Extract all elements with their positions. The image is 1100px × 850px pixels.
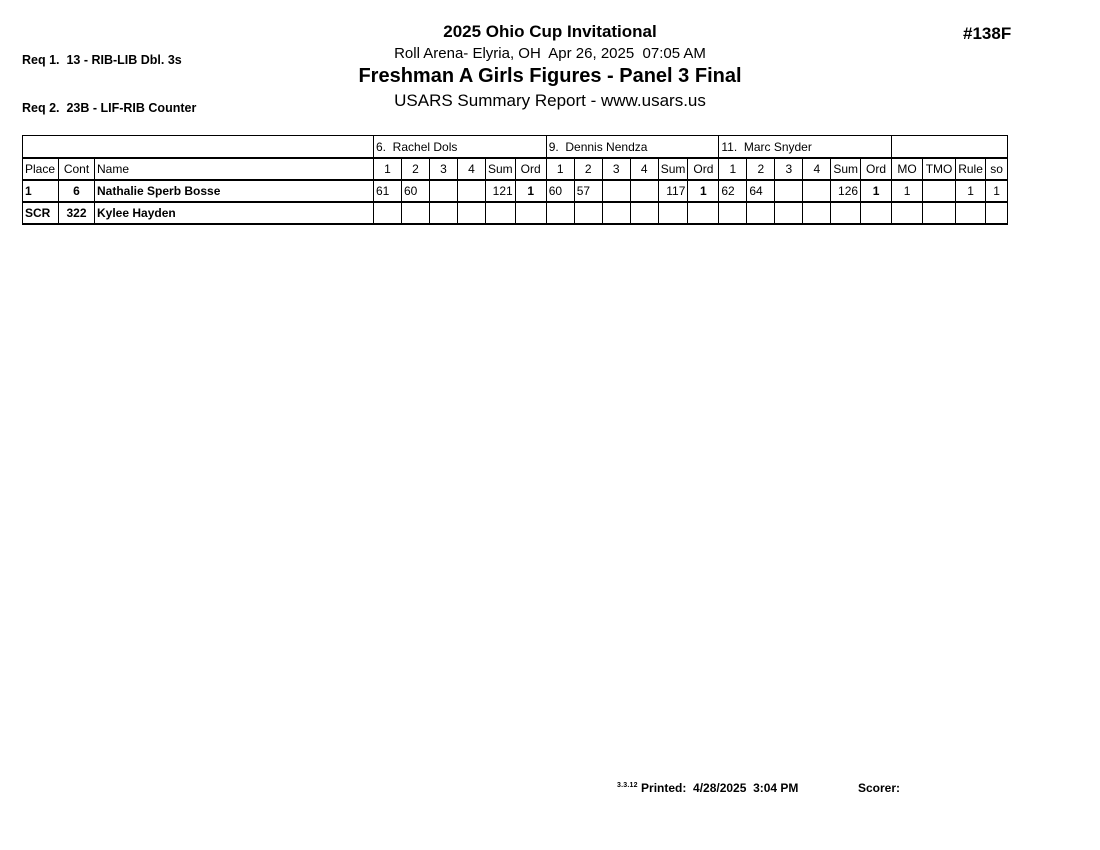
col-header-so: so xyxy=(986,158,1008,180)
score-cell xyxy=(775,180,803,202)
score-cell xyxy=(458,202,486,224)
score-cell: 57 xyxy=(574,180,602,202)
col-header-score: 3 xyxy=(775,158,803,180)
score-cell xyxy=(630,202,658,224)
score-cell xyxy=(430,202,458,224)
sum-cell xyxy=(658,202,688,224)
name-cell: Kylee Hayden xyxy=(95,202,374,224)
title-block xyxy=(0,22,1100,111)
col-header-tmo: TMO xyxy=(923,158,956,180)
event-title: Freshman A Girls Figures - Panel 3 Final xyxy=(358,65,742,87)
ord-cell xyxy=(861,202,892,224)
col-header-mo: MO xyxy=(892,158,923,180)
rule-cell xyxy=(956,202,986,224)
score-cell: 61 xyxy=(374,180,402,202)
sum-cell xyxy=(486,202,516,224)
judge-header-row xyxy=(23,136,1008,159)
col-header-ord: Ord xyxy=(861,158,892,180)
ord-cell: 1 xyxy=(688,180,719,202)
col-header-ord: Ord xyxy=(688,158,719,180)
score-cell xyxy=(374,202,402,224)
col-header-sum: Sum xyxy=(831,158,861,180)
col-header-score: 4 xyxy=(458,158,486,180)
score-cell xyxy=(747,202,775,224)
place-cell: SCR xyxy=(23,202,59,224)
col-header-score: 3 xyxy=(602,158,630,180)
col-header-rule: Rule xyxy=(956,158,986,180)
sum-cell: 126 xyxy=(831,180,861,202)
col-header-score: 2 xyxy=(574,158,602,180)
printed-line xyxy=(617,781,798,795)
col-header-score: 1 xyxy=(546,158,574,180)
so-cell: 1 xyxy=(986,180,1008,202)
score-cell xyxy=(602,180,630,202)
col-header-cont: Cont xyxy=(59,158,95,180)
col-header-place: Place xyxy=(23,158,59,180)
col-header-sum: Sum xyxy=(658,158,688,180)
cont-cell: 322 xyxy=(59,202,95,224)
rule-cell: 1 xyxy=(956,180,986,202)
col-header-score: 2 xyxy=(402,158,430,180)
col-header-score: 3 xyxy=(430,158,458,180)
score-cell xyxy=(803,202,831,224)
table-row xyxy=(23,180,1008,202)
mo-cell: 1 xyxy=(892,180,923,202)
tmo-cell xyxy=(923,180,956,202)
score-cell xyxy=(602,202,630,224)
score-cell: 62 xyxy=(719,180,747,202)
column-header-row xyxy=(23,158,1008,180)
score-cell xyxy=(630,180,658,202)
col-header-score: 2 xyxy=(747,158,775,180)
cont-cell: 6 xyxy=(59,180,95,202)
ord-cell: 1 xyxy=(861,180,892,202)
score-cell xyxy=(719,202,747,224)
empty-corner-left xyxy=(23,136,374,159)
requirement-1: Req 1. 13 - RIB-LIB Dbl. 3s xyxy=(22,53,182,67)
col-header-score: 4 xyxy=(630,158,658,180)
mo-cell xyxy=(892,202,923,224)
results-table xyxy=(22,135,1008,225)
requirement-2: Req 2. 23B - LIF-RIB Counter xyxy=(22,101,197,115)
score-cell xyxy=(803,180,831,202)
judge-3-name-cell: 11. Marc Snyder xyxy=(719,136,892,159)
sum-cell: 121 xyxy=(486,180,516,202)
so-cell xyxy=(986,202,1008,224)
score-cell xyxy=(775,202,803,224)
printed-timestamp: Printed: 4/28/2025 3:04 PM xyxy=(641,781,799,795)
score-cell: 60 xyxy=(546,180,574,202)
sum-cell xyxy=(831,202,861,224)
table-row xyxy=(23,202,1008,224)
col-header-score: 4 xyxy=(803,158,831,180)
ord-cell xyxy=(688,202,719,224)
event-number: #138F xyxy=(963,24,1012,43)
score-cell xyxy=(402,202,430,224)
col-header-score: 1 xyxy=(719,158,747,180)
score-cell xyxy=(430,180,458,202)
score-cell xyxy=(574,202,602,224)
score-cell xyxy=(546,202,574,224)
name-cell: Nathalie Sperb Bosse xyxy=(95,180,374,202)
report-type-line: USARS Summary Report - www.usars.us xyxy=(394,91,706,110)
col-header-score: 1 xyxy=(374,158,402,180)
judge-2-name-cell: 9. Dennis Nendza xyxy=(546,136,719,159)
place-cell: 1 xyxy=(23,180,59,202)
tmo-cell xyxy=(923,202,956,224)
col-header-ord: Ord xyxy=(515,158,546,180)
sum-cell: 117 xyxy=(658,180,688,202)
ord-cell xyxy=(515,202,546,224)
venue-date-line: Roll Arena- Elyria, OH Apr 26, 2025 07:05 AM xyxy=(394,45,706,62)
col-header-sum: Sum xyxy=(486,158,516,180)
scorer-label: Scorer: xyxy=(858,781,901,795)
score-cell: 64 xyxy=(747,180,775,202)
score-cell: 60 xyxy=(402,180,430,202)
competition-title: 2025 Ohio Cup Invitational xyxy=(443,22,657,41)
empty-corner-right xyxy=(892,136,1008,159)
col-header-name: Name xyxy=(95,158,374,180)
ord-cell: 1 xyxy=(515,180,546,202)
judge-1-name-cell: 6. Rachel Dols xyxy=(374,136,547,159)
score-cell xyxy=(458,180,486,202)
software-version: 3.3.12 xyxy=(617,782,638,789)
